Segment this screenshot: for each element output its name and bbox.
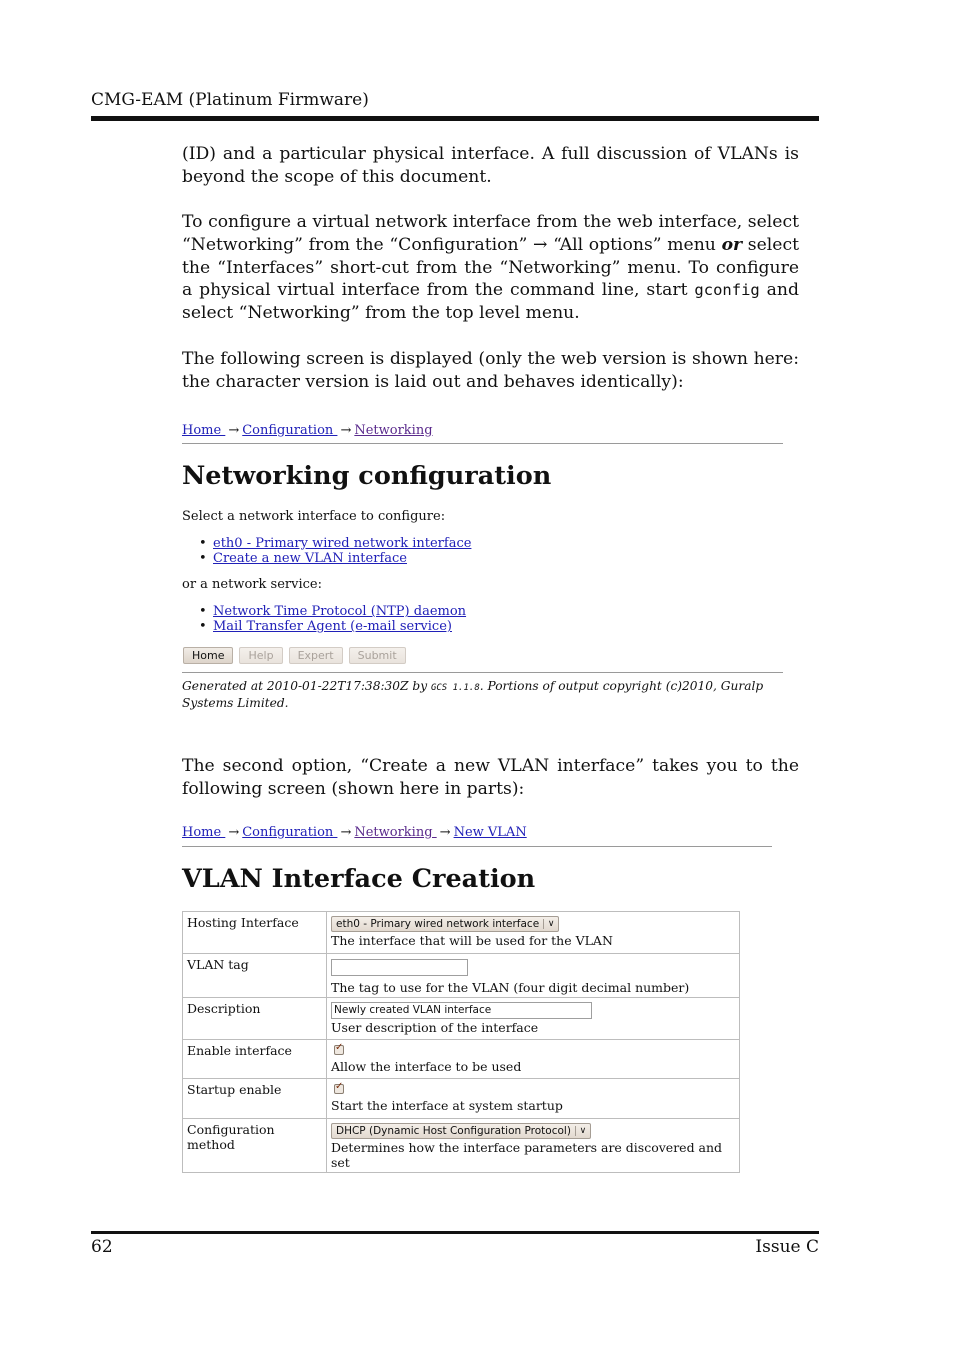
text-segment: To configure a virtual network interface from the web interface, select “Networking” from the “Configuration” → “All options” menu <box>182 212 799 255</box>
table-row <box>183 954 740 998</box>
form-cell <box>327 1119 740 1173</box>
emphasis-or: or <box>721 234 743 255</box>
list-item <box>182 536 682 551</box>
field-help: Start the interface at system startup <box>331 1098 563 1113</box>
page-title: Networking configuration <box>182 461 552 491</box>
submit-button[interactable]: Submit <box>349 647 406 664</box>
table-row <box>183 1119 740 1173</box>
breadcrumb-networking-link[interactable]: Networking <box>354 423 433 438</box>
issue-label: Issue C <box>755 1237 819 1257</box>
interface-list <box>182 536 682 566</box>
field-help: The interface that will be used for the VLAN <box>331 933 613 948</box>
breadcrumb-arrow: → <box>439 825 451 840</box>
configuration-method-select[interactable] <box>331 1123 591 1139</box>
page-title: VLAN Interface Creation <box>182 864 536 894</box>
table-row <box>183 1079 740 1119</box>
command-gconfig: gconfig <box>694 281 760 300</box>
breadcrumb-configuration-link[interactable]: Configuration <box>242 423 338 438</box>
breadcrumb-home-link[interactable]: Home <box>182 825 226 840</box>
mta-service-link[interactable]: Mail Transfer Agent (e-mail service) <box>213 619 452 634</box>
running-header: CMG-EAM (Platinum Firmware) <box>91 90 369 110</box>
vlan-tag-label: VLAN tag <box>183 954 327 998</box>
chevron-down-icon: ∨ <box>543 919 558 929</box>
paragraph-vlan-intro: (ID) and a particular physical interface. A full discussion of VLANs is beyond the scope of this document. <box>182 144 799 187</box>
eth0-interface-link[interactable]: eth0 - Primary wired network interface <box>213 536 472 551</box>
help-button[interactable]: Help <box>239 647 282 664</box>
breadcrumb-arrow: → <box>340 423 352 438</box>
startup-enable-checkbox[interactable] <box>334 1084 344 1094</box>
enable-interface-checkbox[interactable] <box>334 1045 344 1055</box>
text-segment: and select “Networking” from the top level menu. <box>182 280 799 324</box>
breadcrumb-home-link[interactable]: Home <box>182 423 226 438</box>
paragraph-second-option: The second option, “Create a new VLAN interface” takes you to the following screen (shown here in parts): <box>182 756 799 799</box>
breadcrumb-configuration-link[interactable]: Configuration <box>242 825 338 840</box>
list-item <box>182 551 682 566</box>
chevron-down-icon: ∨ <box>575 1126 590 1136</box>
hosting-interface-label: Hosting Interface <box>183 912 327 954</box>
table-row <box>183 1040 740 1079</box>
form-cell <box>327 1040 740 1079</box>
startup-enable-label: Startup enable <box>183 1079 327 1119</box>
header-rule <box>91 116 819 121</box>
expert-button[interactable]: Expert <box>289 647 343 664</box>
text-segment: select the “Interfaces” short-cut from the “Networking” menu. To configure a physical virtual interface from the command line, start <box>182 234 799 301</box>
list-item <box>182 604 682 619</box>
service-list <box>182 604 682 634</box>
field-help: User description of the interface <box>331 1020 539 1035</box>
home-button[interactable]: Home <box>183 647 233 664</box>
form-cell <box>327 954 740 998</box>
breadcrumb <box>182 825 527 840</box>
hosting-interface-select[interactable] <box>331 916 559 932</box>
interface-prompt: Select a network interface to configure: <box>182 509 446 524</box>
copyright-text: . Portions of output copyright (c)2010, Guralp Systems Limited. <box>182 679 764 710</box>
breadcrumb <box>182 423 433 438</box>
vlan-tag-input[interactable] <box>331 959 468 976</box>
divider <box>182 846 772 847</box>
breadcrumb-new-vlan-link[interactable]: New VLAN <box>453 825 527 840</box>
breadcrumb-networking-link[interactable]: Networking <box>354 825 437 840</box>
gcs-version: GCS 1.1.8 <box>430 683 480 693</box>
breadcrumb-arrow: → <box>228 825 240 840</box>
form-cell <box>327 1079 740 1119</box>
paragraph-configure-instructions <box>182 211 799 325</box>
description-input[interactable]: Newly created VLAN interface <box>331 1002 592 1019</box>
paragraph-screen-intro: The following screen is displayed (only the web version is shown here: the character version is laid out and behaves identically): <box>182 349 799 392</box>
select-value: DHCP (Dynamic Host Configuration Protocol) <box>336 1125 571 1137</box>
configuration-method-label: Configuration method <box>183 1119 327 1173</box>
enable-interface-label: Enable interface <box>183 1040 327 1079</box>
generated-text: Generated at 2010-01-22T17:38:30Z by <box>182 679 431 693</box>
table-row <box>183 998 740 1040</box>
field-help: Determines how the interface parameters are discovered and set <box>331 1140 723 1170</box>
ntp-service-link[interactable]: Network Time Protocol (NTP) daemon <box>213 604 467 619</box>
divider <box>182 443 783 444</box>
description-label: Description <box>183 998 327 1040</box>
create-vlan-link[interactable]: Create a new VLAN interface <box>213 551 407 566</box>
field-help: The tag to use for the VLAN (four digit decimal number) <box>331 980 690 995</box>
form-cell <box>327 998 740 1040</box>
footer-rule <box>91 1231 819 1234</box>
list-item <box>182 619 682 634</box>
generated-footer <box>182 679 782 711</box>
form-cell <box>327 912 740 954</box>
service-prompt: or a network service: <box>182 577 322 592</box>
page-number: 62 <box>91 1237 113 1257</box>
breadcrumb-arrow: → <box>228 423 240 438</box>
button-row <box>183 647 406 664</box>
vlan-form-table <box>182 911 740 1173</box>
divider <box>182 672 783 673</box>
breadcrumb-arrow: → <box>340 825 352 840</box>
select-value: eth0 - Primary wired network interface <box>336 918 540 930</box>
field-help: Allow the interface to be used <box>331 1059 522 1074</box>
table-row <box>183 912 740 954</box>
